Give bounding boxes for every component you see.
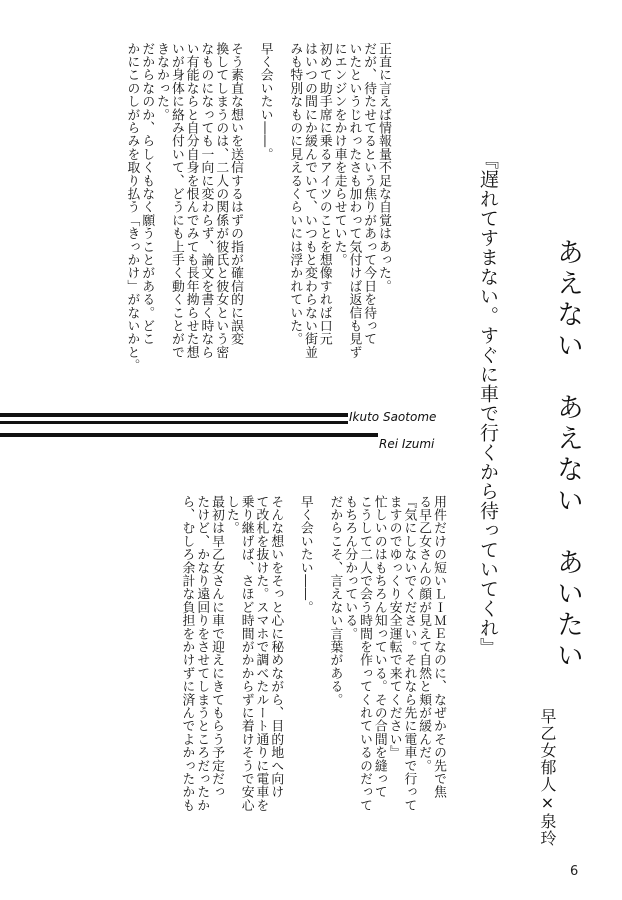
bottom-section-line: たけど、かなり遠回りをさせてしまうところだったか xyxy=(194,495,210,812)
bottom-section-line: した。 xyxy=(223,495,239,535)
top-section-line: いが身体に絡み付いて、どうにも上手く動くことがで xyxy=(168,42,184,359)
bottom-section-line: 早く会いたい――。 xyxy=(297,495,313,614)
top-section-line: にエンジンをかけ車を走らせていた。 xyxy=(331,42,347,267)
page-number: 6 xyxy=(570,864,579,879)
top-section-line xyxy=(242,42,257,392)
bottom-section-line: こうして二人で会う時間を作ってくれているのだって xyxy=(357,495,373,812)
bottom-section-line: 最初は早乙女さんに車で迎えにきてもらう予定だっ xyxy=(209,495,225,799)
bottom-section-line xyxy=(282,495,297,860)
opening-quote: 『遅れてすまない。すぐに車で行くから待っていてくれ』 xyxy=(477,150,499,657)
top-section-line: なものになっても一向に変わらず、論文を書く時なら xyxy=(198,42,214,359)
bottom-section-line: る早乙女さんの顔が見えて自然と頬が緩んだ。 xyxy=(416,495,432,773)
bottom-section-line: 忙しいのはもちろん知っている。その合間を縫って xyxy=(371,495,387,799)
top-rule xyxy=(0,413,348,417)
story-title: あえない あえない あいたい xyxy=(552,238,583,672)
bottom-section-line: 乗り継げば、さほど時間がかからずに着けそうで安心 xyxy=(238,495,254,812)
bottom-section xyxy=(90,495,445,860)
bottom-section-line: 『気にしないでください。それなら先に電車で行って xyxy=(401,495,417,812)
bottom-section-line: ら、むしろ余計な負担をかけずに済んでよかったかも xyxy=(179,495,195,812)
bottom-section-line: そんな想いをそっと心に秘めながら、目的地へ向け xyxy=(268,495,284,799)
middle-rule xyxy=(0,421,348,424)
bottom-section-line: ますのでゆっくり安全運転で来てください』 xyxy=(386,495,402,759)
name-tag-rei: Rei Izumi xyxy=(379,437,435,451)
bottom-section-line: て改札を抜けた。スマホで調べたルート通りに電車を xyxy=(253,495,269,812)
top-section-line: はいつの間にか緩んでいて、いつもと変わらない街並 xyxy=(302,42,318,359)
bottom-section-line: もちろん分かっている。 xyxy=(342,495,358,641)
pairing-label: 早乙女郁人×泉玲 xyxy=(538,708,557,847)
bottom-section-line: 用件だけの短いＬＩＭＥなのに、なぜかその先で焦 xyxy=(431,495,446,799)
top-section-line: そう素直な想いを送信するはずの指が確信的に誤変 xyxy=(228,42,244,346)
top-section-line: 早く会いたい――。 xyxy=(257,42,273,161)
top-section-line: いたというじれったさも加わって気付けば返信も見ず xyxy=(346,42,362,359)
top-section-line: かにこのしがらみを取り払う「きっかけ」がないかと。 xyxy=(124,42,140,372)
top-section-line: 正直に言えば情報量不足な自覚はあった。 xyxy=(376,42,391,293)
bottom-section-line xyxy=(312,495,327,860)
top-section-line: 初めて助手席に乗るアイツのことを想像すれば口元 xyxy=(316,42,332,346)
top-section xyxy=(88,42,390,392)
top-section-line: い有能ならと自分自身を恨んでみても長年拗らせた想 xyxy=(183,42,199,359)
top-section-line: だからなのか、らしくもなく願うことがある。どこ xyxy=(139,42,155,346)
name-tag-ikuto: Ikuto Saotome xyxy=(349,410,437,424)
top-section-line: 換してしまうのは、二人の関係が彼氏と彼女という密 xyxy=(213,42,229,359)
bottom-section-line: だからこそ、言えない言葉がある。 xyxy=(327,495,343,707)
top-section-line: だが、待たせてるという焦りがあって今日を待って xyxy=(361,42,377,346)
lower-rule xyxy=(0,433,378,437)
top-section-line: きなかった。 xyxy=(154,42,170,122)
top-section-line: みも特別なものに見えるくらいには浮かれていた。 xyxy=(287,42,303,346)
top-section-line xyxy=(272,42,287,392)
